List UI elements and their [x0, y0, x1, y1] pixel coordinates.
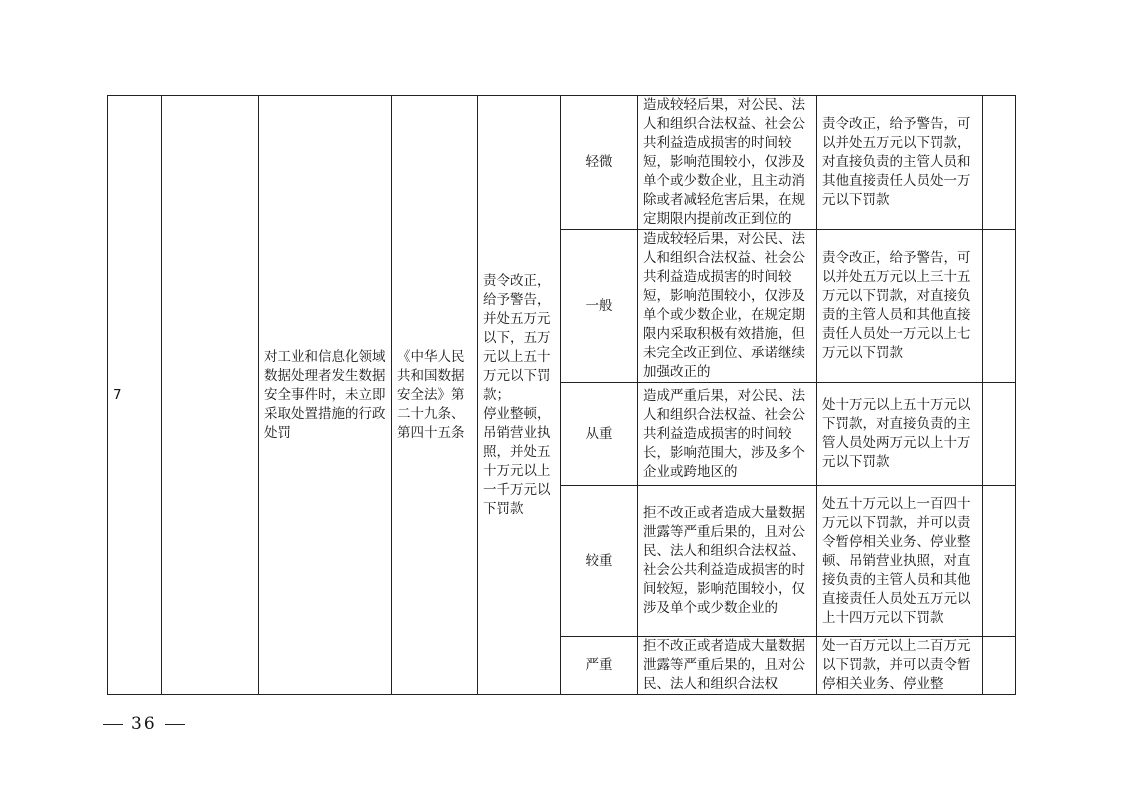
circumstance-cell: 造成严重后果，对公民、法人和组织合法权益、社会公共利益造成损害的时间较长，影响范围大，涉及多个企业或跨地区的 — [638, 383, 817, 486]
standard-cell: 责令改正，给予警告，可以并处五万元以上三十五万元以下罚款，对直接负责的主管人员和其他直接责任人员处一万元以上七万元以下罚款 — [817, 230, 983, 383]
level-cell: 轻微 — [561, 96, 638, 230]
circumstance-cell: 造成较轻后果，对公民、法人和组织合法权益、社会公共利益造成损害的时间较短，影响范围较小，仅涉及单个或少数企业，在规定期限内采取积极有效措施，但未完全改正到位、承诺继续加强改正的 — [638, 230, 817, 383]
footer-dash-right — [165, 724, 185, 725]
circumstance-cell: 造成较轻后果，对公民、法人和组织合法权益、社会公共利益造成损害的时间较短，影响范围较小，仅涉及单个或少数企业，且主动消除或者减轻危害后果，在规定期限内提前改正到位的 — [638, 96, 817, 230]
level-cell: 一般 — [561, 230, 638, 383]
level-cell: 严重 — [561, 637, 638, 695]
remark-cell — [983, 230, 1016, 383]
remark-cell — [983, 383, 1016, 486]
table-row — [108, 96, 1016, 230]
footer-dash-left — [103, 724, 123, 725]
penalty-table — [107, 95, 1016, 695]
standard-cell: 责令改正，给予警告，可以并处五万元以下罚款，对直接负责的主管人员和其他直接责任人员处一万元以下罚款 — [817, 96, 983, 230]
empty-cell — [162, 96, 259, 695]
standard-cell: 处一百万元以上二百万元以下罚款，并可以责令暂停相关业务、停业整 — [817, 637, 983, 695]
circumstance-cell: 拒不改正或者造成大量数据泄露等严重后果的，且对公民、法人和组织合法权益、社会公共利益造成损害的时间较短，影响范围较小，仅涉及单个或少数企业的 — [638, 486, 817, 637]
remark-cell — [983, 486, 1016, 637]
standard-cell: 处十万元以上五十万元以下罚款，对直接负责的主管人员处两万元以上十万元以下罚款 — [817, 383, 983, 486]
page-number: 36 — [131, 714, 157, 734]
circumstance-cell: 拒不改正或者造成大量数据泄露等严重后果的，且对公民、法人和组织合法权 — [638, 637, 817, 695]
remark-cell — [983, 637, 1016, 695]
row-index: 7 — [108, 96, 162, 695]
level-cell: 从重 — [561, 383, 638, 486]
level-cell: 较重 — [561, 486, 638, 637]
standard-cell: 处五十万元以上一百四十万元以下罚款，并可以责令暂停相关业务、停业整顿、吊销营业执照，对直接负责的主管人员和其他直接责任人员处五万元以上十四万元以下罚款 — [817, 486, 983, 637]
penalty-type: 责令改正，给予警告，并处五万元以下，五万元以上五十万元以下罚款； 停业整顿，吊销营业执照，并处五十万元以上一千万元以下罚款 — [478, 96, 561, 695]
page-footer — [95, 714, 193, 734]
remark-cell — [983, 96, 1016, 230]
legal-basis: 《中华人民共和国数据安全法》第二十九条、第四十五条 — [392, 96, 478, 695]
violation-matter: 对工业和信息化领域数据处理者发生数据安全事件时，未立即采取处置措施的行政处罚 — [259, 96, 392, 695]
